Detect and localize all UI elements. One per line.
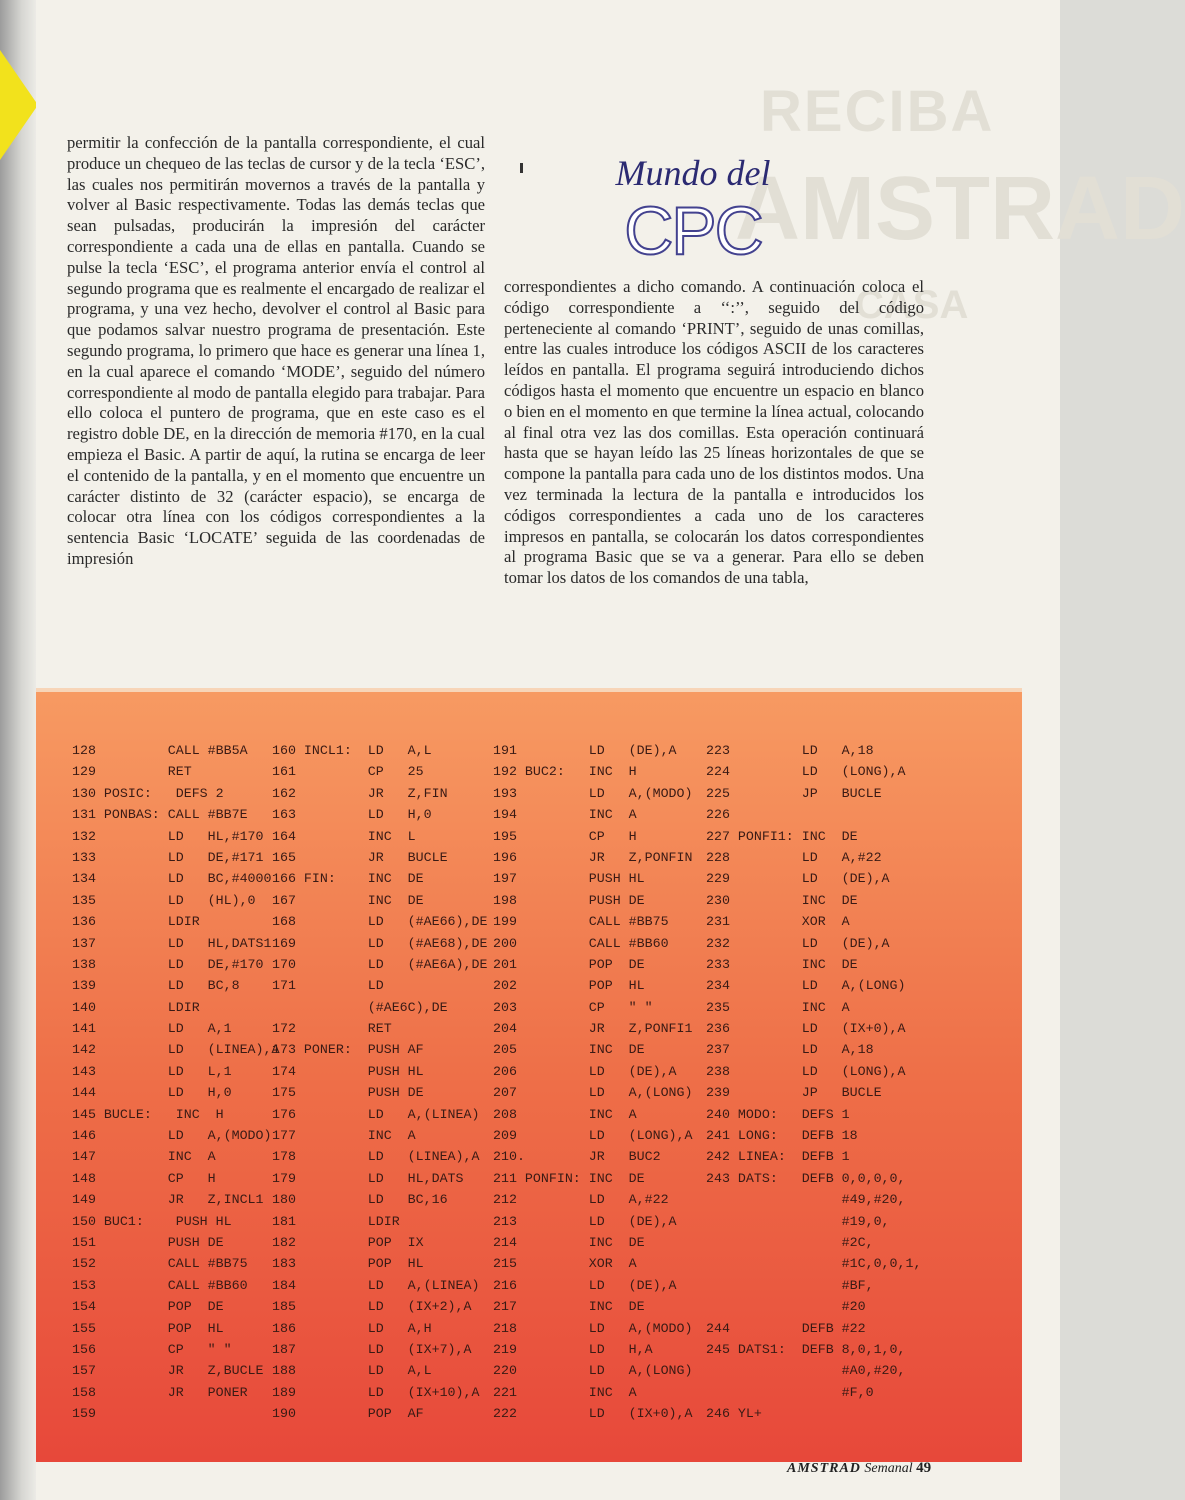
code-line: 246 YL+	[706, 1406, 762, 1422]
code-line: 210. JR BUC2	[493, 1149, 661, 1165]
code-line: 174 PUSH HL	[272, 1063, 424, 1079]
code-line: 236 LD (IX+0),A	[706, 1021, 906, 1037]
code-line: 178 LD (LINEA),A	[272, 1149, 480, 1165]
code-listing-panel	[36, 688, 1022, 1462]
code-line: 203 CP " "	[493, 999, 653, 1015]
logo-line-2: CPC	[624, 193, 762, 269]
code-line: 158 JR PONER	[72, 1384, 248, 1400]
code-line: 132 LD HL,#170	[72, 828, 264, 844]
code-line: #20	[706, 1299, 866, 1315]
code-line: 156 CP " "	[72, 1341, 232, 1357]
code-line: 216 LD (DE),A	[493, 1277, 677, 1293]
code-line: 142 LD (LINEA),A	[72, 1042, 280, 1058]
code-line: 235 INC A	[706, 999, 850, 1015]
code-line: 241 LONG: DEFB 18	[706, 1128, 858, 1144]
code-line: 139 LD BC,8	[72, 978, 240, 994]
code-line: 144 LD H,0	[72, 1085, 232, 1101]
code-line: 202 POP HL	[493, 978, 645, 994]
code-line: 206 LD (DE),A	[493, 1063, 677, 1079]
code-line: 165 JR BUCLE	[272, 849, 448, 865]
code-line: 194 INC A	[493, 807, 637, 823]
code-line: 172 RET	[272, 1021, 392, 1037]
code-line: 150 BUC1: PUSH HL	[72, 1213, 232, 1229]
code-line: #F,0	[706, 1384, 874, 1400]
code-line: 168 LD (#AE66),DE	[272, 914, 488, 930]
code-line: (#AE6C),DE	[272, 999, 448, 1015]
code-line: 240 MODO: DEFS 1	[706, 1106, 850, 1122]
code-line: 196 JR Z,PONFIN	[493, 849, 693, 865]
code-line: #BF,	[706, 1277, 874, 1293]
code-line: 180 LD BC,16	[272, 1192, 448, 1208]
code-line: 208 INC A	[493, 1106, 637, 1122]
code-line: #49,#20,	[706, 1192, 906, 1208]
code-line: 183 POP HL	[272, 1256, 424, 1272]
code-line: 244 DEFB #22	[706, 1320, 866, 1336]
code-line: 179 LD HL,DATS	[272, 1170, 464, 1186]
code-line: 204 JR Z,PONFI1	[493, 1021, 693, 1037]
code-line: 169 LD (#AE68),DE	[272, 935, 488, 951]
code-line: 191 LD (DE),A	[493, 743, 677, 758]
listing-column-2	[272, 740, 487, 1425]
code-line: 227 PONFI1: INC DE	[706, 828, 858, 844]
code-line: 146 LD A,(MODO)	[72, 1128, 272, 1144]
code-line: 175 PUSH DE	[272, 1085, 424, 1101]
article-column-2	[504, 277, 924, 589]
code-line: 164 INC L	[272, 828, 416, 844]
code-line: 217 INC DE	[493, 1299, 645, 1315]
code-line: #1C,0,0,1,	[706, 1256, 922, 1272]
code-line: 231 XOR A	[706, 914, 850, 930]
code-line: 184 LD A,(LINEA)	[272, 1277, 480, 1293]
code-line: 171 LD	[272, 978, 384, 994]
code-line: 185 LD (IX+2),A	[272, 1299, 472, 1315]
code-line: 170 LD (#AE6A),DE	[272, 956, 488, 972]
code-line: #A0,#20,	[706, 1363, 906, 1379]
code-line: 242 LINEA: DEFB 1	[706, 1149, 850, 1165]
code-line: 233 INC DE	[706, 956, 858, 972]
code-line: 153 CALL #BB60	[72, 1277, 248, 1293]
code-line: 195 CP H	[493, 828, 637, 844]
code-line: 224 LD (LONG),A	[706, 764, 906, 780]
yellow-corner-tab	[0, 50, 38, 160]
code-line: 188 LD A,L	[272, 1363, 432, 1379]
code-line: 173 PONER: PUSH AF	[272, 1042, 424, 1058]
code-line: 167 INC DE	[272, 892, 424, 908]
code-line: 140 LDIR	[72, 999, 200, 1015]
listing-column-1	[72, 740, 279, 1425]
section-logo	[598, 152, 788, 268]
code-line: 166 FIN: INC DE	[272, 871, 424, 887]
code-line: 238 LD (LONG),A	[706, 1063, 906, 1079]
code-line: 187 LD (IX+7),A	[272, 1341, 472, 1357]
code-line: 219 LD H,A	[493, 1341, 653, 1357]
ad-line-2: AMSTRAD	[735, 159, 1185, 259]
code-line: 218 LD A,(MODO)	[493, 1320, 693, 1336]
code-line: 232 LD (DE),A	[706, 935, 890, 951]
code-line: 243 DATS: DEFB 0,0,0,0,	[706, 1170, 906, 1186]
code-line: 211 PONFIN: INC DE	[493, 1170, 645, 1186]
code-line: 160 INCL1: LD A,L	[272, 743, 432, 758]
code-line: 207 LD A,(LONG)	[493, 1085, 693, 1101]
code-line: 128 CALL #BB5A	[72, 743, 248, 758]
code-line: 197 PUSH HL	[493, 871, 645, 887]
code-line: 163 LD H,0	[272, 807, 432, 823]
code-line: 228 LD A,#22	[706, 849, 882, 865]
code-line: 148 CP H	[72, 1170, 216, 1186]
code-line: 189 LD (IX+10),A	[272, 1384, 480, 1400]
code-line: 192 BUC2: INC H	[493, 764, 637, 780]
code-line: 190 POP AF	[272, 1406, 424, 1422]
code-line: 186 LD A,H	[272, 1320, 432, 1336]
code-line: 145 BUCLE: INC H	[72, 1106, 224, 1122]
page-spine	[0, 0, 36, 1500]
code-line: 220 LD A,(LONG)	[493, 1363, 693, 1379]
code-line: 205 INC DE	[493, 1042, 645, 1058]
code-line: 131 PONBAS: CALL #BB7E	[72, 807, 248, 823]
page-number: 49	[916, 1460, 932, 1476]
code-line: 141 LD A,1	[72, 1021, 232, 1037]
code-line: 193 LD A,(MODO)	[493, 785, 693, 801]
code-line: 136 LDIR	[72, 914, 200, 930]
code-line: 129 RET	[72, 764, 192, 780]
code-line: 229 LD (DE),A	[706, 871, 890, 887]
code-line: 213 LD (DE),A	[493, 1213, 677, 1229]
code-line: 239 JP BUCLE	[706, 1085, 882, 1101]
code-line: 182 POP IX	[272, 1234, 424, 1250]
code-line: 138 LD DE,#170	[72, 956, 264, 972]
code-line: 149 JR Z,INCL1	[72, 1192, 264, 1208]
code-line: 223 LD A,18	[706, 743, 874, 758]
article-text-1: permitir la confección de la pantalla correspondiente, el cual produce un chequeo de las teclas de cursor y de la tecla ‘ESC’, las cuales nos permitirán movernos a través de la pantalla y volver al Basic respectivamente. Todas las demás teclas que sean pulsadas, producirán la impresión del carácter correspondiente a cada una de ellas en pantalla. Cuando se pulse la tecla ‘ESC’, el programa anterior envía el control al segundo programa que es realmente el encargado de realizar el programa, y una vez hecho, devolver el control al Basic para que podamos salvar nuestro programa de presentación. Este segundo programa, lo primero que hace es generar una línea 1, en la cual aparece el comando ‘MODE’, seguido del número correspondiente al modo de pantalla elegido para trabajar. Para ello coloca el puntero de programa, que en este caso es el registro doble DE, en la dirección de memoria #170, en la cual empieza el Basic. A partir de aquí, la rutina se encarga de leer el contenido de la pantalla, y en el momento que encuentre un carácter distinto de 32 (carácter espacio), se encarga de colocar otra línea con los códigos correspondientes a la sentencia Basic ‘LOCATE’ seguida de las coordenadas de impresión	[67, 133, 485, 568]
code-line: 245 DATS1: DEFB 8,0,1,0,	[706, 1341, 906, 1357]
article-text-2: correspondientes a dicho comando. A continuación coloca el código correspondiente a ‘‘:’’, seguido del código perteneciente al comando ‘PRINT’, seguido de unas comillas, entre las cuales introduce los códigos ASCII de los caracteres leídos en pantalla. El programa seguirá introduciendo dichos códigos hasta el momento que encuentre un espacio en blanco o bien en el momento en que termine la línea actual, colocando al final otra vez las dos comillas. Esta operación continuará hasta que se hayan leído las 25 líneas horizontales de que se compone la pantalla para cada uno de los distintos modos. Una vez terminada la lectura de la pantalla e introducidos los códigos correspondientes a cada uno de los caracteres impresos en pantalla, se colocarán los datos correspondientes al programa Basic que se va a generar. Para ello se deben tomar los datos de los comandos de una tabla,	[504, 277, 924, 588]
code-line: 154 POP DE	[72, 1299, 224, 1315]
logo-line-1: Mundo del	[615, 153, 771, 193]
code-line: 151 PUSH DE	[72, 1234, 224, 1250]
footer-brand: AMSTRAD	[787, 1461, 861, 1476]
code-line: 157 JR Z,BUCLE	[72, 1363, 264, 1379]
code-line: 161 CP 25	[272, 764, 424, 780]
code-line: 209 LD (LONG),A	[493, 1128, 693, 1144]
article-column-1	[67, 133, 485, 570]
code-line: 212 LD A,#22	[493, 1192, 669, 1208]
ad-line-1: RECIBA	[760, 79, 995, 144]
code-line: 234 LD A,(LONG)	[706, 978, 906, 994]
code-line: 135 LD (HL),0	[72, 892, 256, 908]
code-line: #19,0,	[706, 1213, 890, 1229]
code-line: 214 INC DE	[493, 1234, 645, 1250]
code-line: 133 LD DE,#171	[72, 849, 264, 865]
code-line: 130 POSIC: DEFS 2	[72, 785, 224, 801]
code-line: 176 LD A,(LINEA)	[272, 1106, 480, 1122]
code-line: 230 INC DE	[706, 892, 858, 908]
code-line: 199 CALL #BB75	[493, 914, 669, 930]
code-line: 201 POP DE	[493, 956, 645, 972]
code-line: #2C,	[706, 1234, 874, 1250]
footer-subtitle: Semanal	[864, 1461, 913, 1476]
ad-line-3: CASA	[855, 283, 969, 327]
code-line: 222 LD (IX+0),A	[493, 1406, 693, 1422]
code-line: 237 LD A,18	[706, 1042, 874, 1058]
code-line: 137 LD HL,DATS1	[72, 935, 272, 951]
code-line: 152 CALL #BB75	[72, 1256, 248, 1272]
code-line: 181 LDIR	[272, 1213, 400, 1229]
code-line: 134 LD BC,#4000	[72, 871, 272, 887]
code-line: 159	[72, 1406, 96, 1422]
code-line: 215 XOR A	[493, 1256, 637, 1272]
code-line: 226	[706, 807, 730, 823]
code-line: 198 PUSH DE	[493, 892, 645, 908]
decorative-mark	[520, 163, 523, 173]
code-line: 221 INC A	[493, 1384, 637, 1400]
code-line: 155 POP HL	[72, 1320, 224, 1336]
code-line: 143 LD L,1	[72, 1063, 232, 1079]
listing-column-3	[493, 740, 693, 1425]
code-line: 225 JP BUCLE	[706, 785, 882, 801]
code-line: 177 INC A	[272, 1128, 416, 1144]
code-line: 162 JR Z,FIN	[272, 785, 448, 801]
page-footer	[787, 1460, 931, 1477]
listing-column-4	[706, 740, 921, 1425]
code-line: 200 CALL #BB60	[493, 935, 669, 951]
code-line: 147 INC A	[72, 1149, 216, 1165]
